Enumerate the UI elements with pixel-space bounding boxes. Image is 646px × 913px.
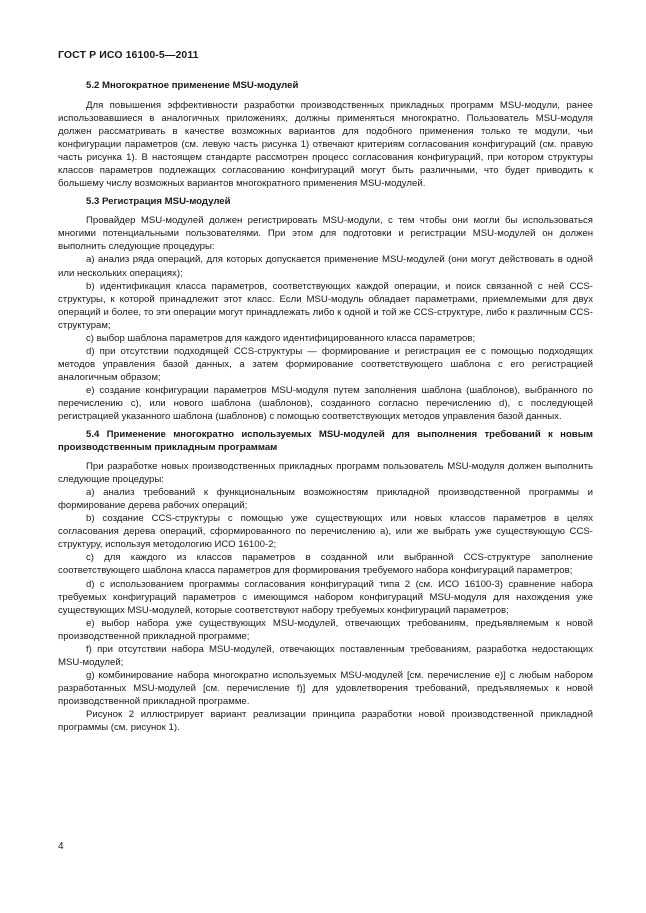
list-item-b: b) создание CCS-структуры с помощью уже существующих или новых классов параметров в целях согласования дерева операций, сформированного по перечислению a), или же выбрать уже существующую CCS-структуру, используя методологию ИСО 16100-2; — [58, 513, 593, 551]
list-item-e: e) создание конфигурации параметров MSU-модуля путем заполнения шаблона (шаблонов), выбранного по перечислению c), или нового шаблона (шаблонов), созданного согласно перечислению d), с последующей регистрацией указанного шаблона (шаблонов) с помощью соответствующих методов управления базой данных. — [58, 384, 593, 423]
paragraph: При разработке новых производственных прикладных программ пользователь MSU-модуля должен выполнить следующие процедуры: — [58, 461, 593, 486]
list-item-g: g) комбинирование набора многократно используемых MSU-модулей [см. перечисление e)] с любым набором разработанных MSU-модулей [см. перечисление f)] для удовлетворения требований, предъявляемых к новой производственной прикладной программе. — [58, 669, 593, 707]
list-item-e: e) выбор набора уже существующих MSU-модулей, отвечающих требованиям, предъявляемым к новой производственной прикладной программе; — [58, 617, 593, 642]
page-number: 4 — [58, 841, 64, 852]
section-heading-5-4: 5.4 Применение многократно используемых MSU-модулей для выполнения требований к новым производственным прикладным программам — [58, 429, 593, 453]
list-item-a: a) анализ ряда операций, для которых допускается применение MSU-модулей (они могут действовать в одной или нескольких операциях); — [58, 254, 593, 279]
list-item-f: f) при отсутствии набора MSU-модулей, отвечающих поставленным требованиям, разработка недостающих MSU-модулей; — [58, 643, 593, 668]
list-item-c: c) для каждого из классов параметров в созданной или выбранной CCS-структуре заполнение соответствующего шаблона класса параметров для формирования требуемого набора конфигураций параметров; — [58, 552, 593, 577]
document-header: ГОСТ Р ИСО 16100-5—2011 — [58, 49, 199, 61]
list-item-d: d) с использованием программы согласования конфигураций типа 2 (см. ИСО 16100-3) сравнение набора требуемых конфигураций параметров с имеющимся набором конфигураций MSU-модуля для нахождения уже существующих MSU-модулей, которые соответствуют набору требуемых конфигураций параметров; — [58, 578, 593, 616]
paragraph: Провайдер MSU-модулей должен регистрировать MSU-модули, с тем чтобы они могли бы использоваться многими потенциальными пользователями. При этом для подготовки и регистрации MSU-модулей он должен выполнить следующие процедуры: — [58, 215, 593, 253]
document-body — [58, 80, 593, 734]
list-item-c: c) выбор шаблона параметров для каждого идентифицированного класса параметров; — [86, 332, 476, 344]
section-heading-5-3: 5.3 Регистрация MSU-модулей — [86, 195, 231, 207]
list-item-a: a) анализ требований к функциональным возможностям прикладной производственной программы и формирование дерева рабочих операций; — [58, 487, 593, 512]
list-item-d: d) при отсутствии подходящей CCS-структуры — формирование и регистрация ее с помощью подходящих методов управления базой данных, а затем формирование соответствующего шаблона с его регистрацией аналогичным образом; — [58, 345, 593, 383]
paragraph: Для повышения эффективности разработки производственных прикладных программ MSU-модули, ранее использовавшиеся в аналогичных приложениях, должны применяться многократно. Пользователь MSU-модуля должен рассматривать в качестве возможных вариантов для подобного применения только те модули, чьи конфигурации параметров (см. левую часть рисунка 1) отвечают критериям согласования конфигураций (см. правую часть рисунка 1). В настоящем стандарте рассмотрен процесс согласования конфигураций, при котором структуры классов параметров подлежащих согласованию конфигураций могут быть различными, что будет приводить к большему числу возможных вариантов многократного применения MSU-модулей. — [58, 99, 593, 189]
list-item-b: b) идентификация класса параметров, соответствующих каждой операции, и поиск связанной с ней CCS-структуры, к которой принадлежит этот класс. Если MSU-модуль обладает параметрами, приемлемыми для двух операций и более, то эти операции могут принадлежать либо к одной и той же CCS-структуре, либо к различным CCS-структурам; — [58, 280, 593, 331]
paragraph: Рисунок 2 иллюстрирует вариант реализации принципа разработки новой производственной прикладной программы (см. рисунок 1). — [58, 708, 593, 734]
section-heading-5-2: 5.2 Многократное применение MSU-модулей — [86, 80, 299, 91]
